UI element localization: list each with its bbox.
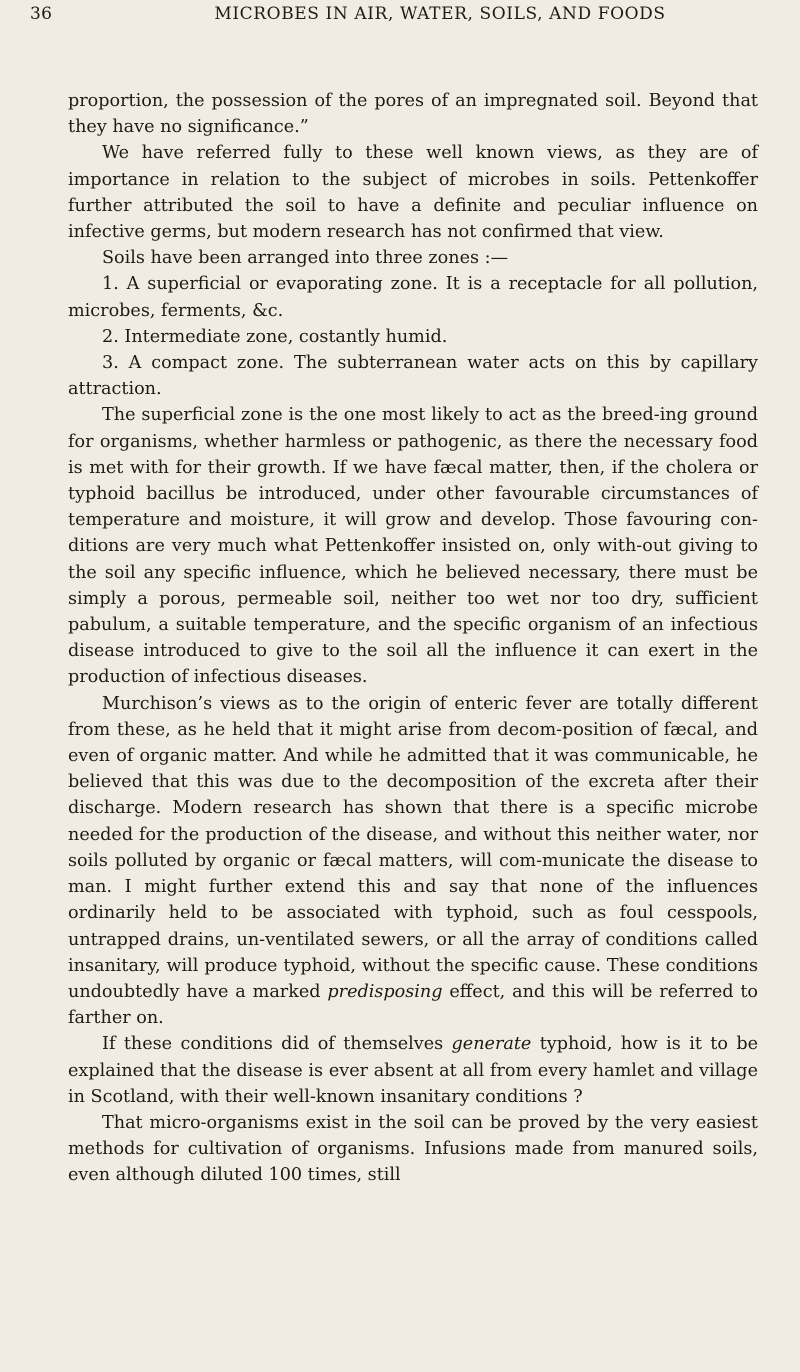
running-title: MICROBES IN AIR, WATER, SOILS, AND FOODS <box>214 4 666 24</box>
conditions-text-end: typhoid, how is it to be explained that the disease is ever absent at all from every hamlet and village in Scotland, with their well-known insanitary conditions ? <box>68 1034 758 1107</box>
paragraph-superficial-zone: The superficial zone is the one most likely to act as the breed-ing ground for organisms, whether harmless or pathogenic, as there the necessary food is met with for their growth. If we have fæcal matter, then, if the cholera or typhoid bacillus be introduced, under other favourable circumstances of temperature and moisture, it will grow and develop. Those favouring con-ditions are very much what Pettenkoffer insisted on, only with-out giving to the soil any specific influence, which he believed necessary, there must be simply a porous, permeable soil, neither too wet nor too dry, sufficient pabulum, a suitable temperature, and the specific organism of an infectious disease introduced to give to the soil all the influence it can exert in the production of infectious diseases. <box>68 405 758 688</box>
paragraph-pettenkoffer: We have referred fully to these well known views, as they are of importance in relation to the subject of microbes in soils. Pettenkoffer further attributed the soil to have a definite and peculiar influence on infective germs, but modern research has not confirmed that view. <box>68 143 758 243</box>
paragraph-conditions <box>68 1031 758 1110</box>
page-number: 36 <box>30 4 53 24</box>
murchison-text-end: effect, and this will be referred to farther on. <box>68 981 759 1029</box>
paragraph-zones-intro: Soils have been arranged into three zones :— <box>102 248 509 269</box>
conditions-text-start: If these conditions did of themselves <box>102 1034 444 1055</box>
paragraph-murchison <box>68 691 758 1032</box>
body-text <box>68 88 758 1189</box>
zone-item-3: 3. A compact zone. The subterranean water acts on this by capillary attraction. <box>68 353 758 400</box>
murchison-text: Murchison’s views as to the origin of enteric fever are totally different from these, as he held that it might arise from decom-position of fæcal, and even of organic matter. And while he admitted that it was communicable, he believed that this was due to the decomposition of the excreta after their discharge. Modern research has shown that there is a specific microbe needed for the production of the disease, and without this neither water, nor soils polluted by organic or fæcal matters, will com-municate the disease to man. I might further extend this and say that none of the influences ordinarily held to be associated with typhoid, such as foul cesspools, untrapped drains, un-ventilated sewers, or all the array of conditions called insanitary, will produce typhoid, without the specific cause. These conditions undoubtedly have a marked <box>68 693 758 1002</box>
zone-item-1: 1. A superficial or evaporating zone. It is a receptacle for all pollution, microbes, ferments, &c. <box>68 274 758 321</box>
page-header <box>30 4 760 30</box>
predisposing-italic: predisposing <box>327 981 443 1002</box>
paragraph-micro-organisms: That micro-organisms exist in the soil can be proved by the very easiest methods for cultivation of organisms. Infusions made from manured soils, even although diluted 100 times, still <box>68 1112 758 1186</box>
generate-italic: generate <box>451 1034 532 1055</box>
zone-item-2: 2. Intermediate zone, costantly humid. <box>102 326 448 347</box>
paragraph-continuation: proportion, the possession of the pores of an impregnated soil. Beyond that they have no significance.” <box>68 91 758 138</box>
